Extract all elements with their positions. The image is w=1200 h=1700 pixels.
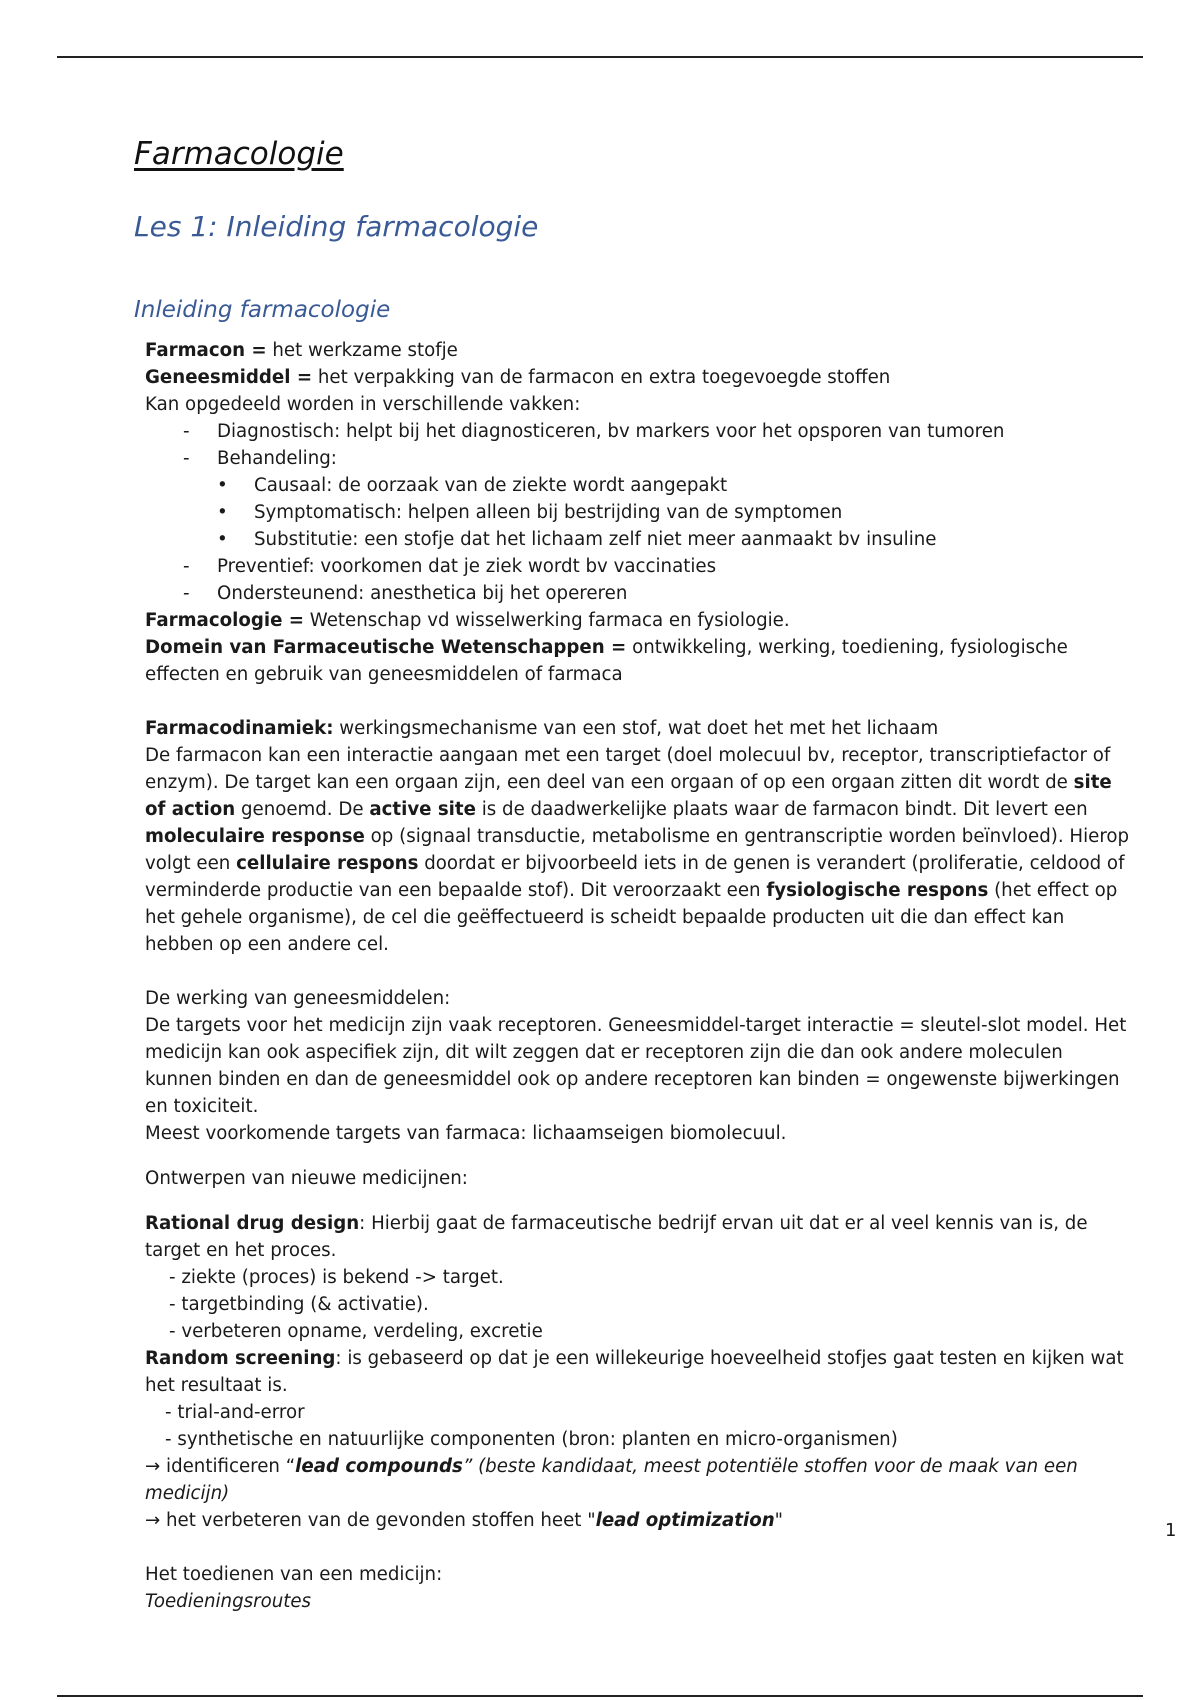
- list-item: • Symptomatisch: helpen alleen bij bestrijding van de symptomen: [145, 499, 1135, 526]
- list-item: - verbeteren opname, verdeling, excretie: [169, 1321, 543, 1342]
- toedienen-intro: Het toedienen van een medicijn:: [145, 1564, 443, 1585]
- lead-optimization: → het verbeteren van de gevonden stoffen heet "lead optimization": [145, 1510, 784, 1531]
- werking-intro: De werking van geneesmiddelen:: [145, 988, 451, 1009]
- heading-inleiding: Inleiding farmacologie: [134, 297, 391, 323]
- def-geneesmiddel: Geneesmiddel = het verpakking van de farmacon en extra toegevoegde stoffen: [145, 367, 891, 388]
- list-item: - synthetische en natuurlijke componenten (bron: planten en micro-organismen): [165, 1429, 898, 1450]
- document-body: [145, 337, 1135, 1615]
- def-farmacon: Farmacon = het werkzame stofje: [145, 340, 458, 361]
- list-item: • Causaal: de oorzaak van de ziekte wordt aangepakt: [145, 472, 1135, 499]
- list-item: - Preventief: voorkomen dat je ziek wordt bv vaccinaties: [145, 553, 1135, 580]
- farmacodinamiek-paragraph: De farmacon kan een interactie aangaan met een target (doel molecuul bv, receptor, transcriptiefactor of enzym). De target kan een orgaan zijn, een deel van een orgaan of op een orgaan zitten dit wordt de site of action genoemd. De active site is de daadwerkelijke plaats waar de farmacon bindt. Dit levert een moleculaire response op (signaal transductie, metabolisme en gentranscriptie worden beïnvloed). Hierop volgt een cellulaire respons doordat er bijvoorbeeld iets in de genen is verandert (proliferatie, celdood of verminderde productie van een bepaalde stof). Dit veroorzaakt een fysiologische respons (het effect op het gehele organisme), de cel die geëffectueerd is scheidt bepaalde producten uit die dan effect kan hebben op een andere cel.: [145, 745, 1130, 955]
- werking-meest: Meest voorkomende targets van farmaca: lichaamseigen biomolecuul.: [145, 1123, 787, 1144]
- werking-paragraph: De targets voor het medicijn zijn vaak receptoren. Geneesmiddel-target interactie = sleutel-slot model. Het medicijn kan ook aspecifiek zijn, dit wilt zeggen dat er receptoren zijn die dan ook andere moleculen kunnen binden en dan de geneesmiddel ook op andere receptoren kan binden = ongewenste bijwerkingen en toxiciteit.: [145, 1015, 1127, 1117]
- def-farmacologie: Farmacologie = Wetenschap vd wisselwerking farmaca en fysiologie.: [145, 610, 790, 631]
- list-item: - ziekte (proces) is bekend -> target.: [169, 1267, 504, 1288]
- list-item: - targetbinding (& activatie).: [169, 1294, 429, 1315]
- random-screening: Random screening: is gebaseerd op dat je een willekeurige hoeveelheid stofjes gaat testen en kijken wat het resultaat is.: [145, 1348, 1124, 1396]
- list-item: - Ondersteunend: anesthetica bij het opereren: [145, 580, 1135, 607]
- list-item: - Diagnostisch: helpt bij het diagnosticeren, bv markers voor het opsporen van tumoren: [145, 418, 1135, 445]
- list-item: - trial-and-error: [165, 1402, 305, 1423]
- def-domein: Domein van Farmaceutische Wetenschappen = ontwikkeling, werking, toediening, fysiologische effecten en gebruik van geneesmiddelen of farmaca: [145, 637, 1068, 685]
- header-rule: [57, 56, 1143, 58]
- vakken-intro: Kan opgedeeld worden in verschillende vakken:: [145, 394, 581, 415]
- heading-les-1: Les 1: Inleiding farmacologie: [134, 210, 539, 243]
- rational-drug-design: Rational drug design: Hierbij gaat de farmaceutische bedrijf ervan uit dat er al veel kennis van is, de target en het proces.: [145, 1213, 1088, 1261]
- toedieningsroutes: Toedieningsroutes: [145, 1591, 312, 1612]
- farmacodinamiek-definition: Farmacodinamiek: werkingsmechanisme van een stof, wat doet het met het lichaam: [145, 718, 939, 739]
- list-item: - Behandeling:: [145, 445, 1135, 472]
- list-item: • Substitutie: een stofje dat het lichaam zelf niet meer aanmaakt bv insuline: [145, 526, 1135, 553]
- ontwerpen-intro: Ontwerpen van nieuwe medicijnen:: [145, 1168, 468, 1189]
- document-title: Farmacologie: [134, 136, 344, 172]
- lead-compounds: → identificeren “lead compounds” (beste kandidaat, meest potentiële stoffen voor de maak van een medicijn): [145, 1456, 1078, 1504]
- footer-rule: [57, 1695, 1143, 1697]
- page-number: 1: [1165, 1520, 1177, 1541]
